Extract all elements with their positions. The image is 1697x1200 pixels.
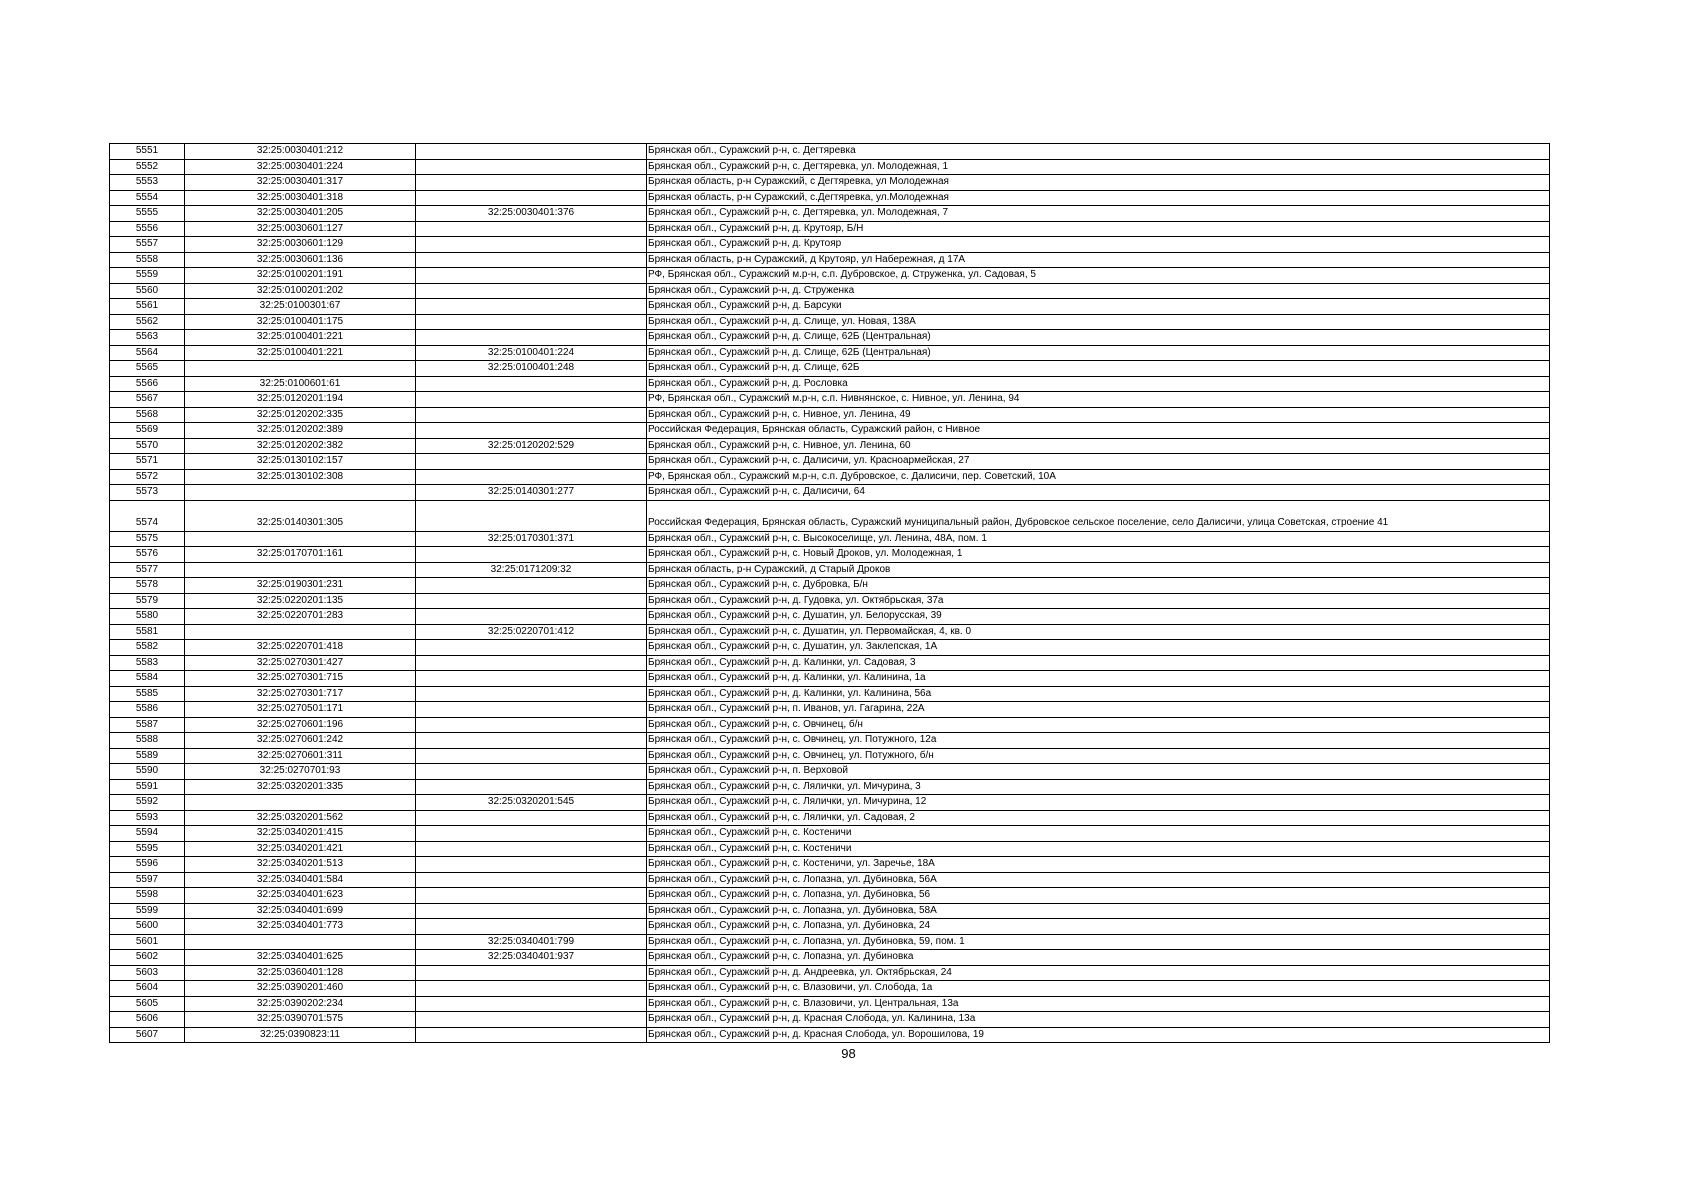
row-number-cell: 5585 (110, 686, 185, 702)
row-number-cell: 5555 (110, 206, 185, 222)
row-number-cell: 5575 (110, 531, 185, 547)
row-number-cell: 5576 (110, 547, 185, 563)
address-cell: Брянская обл., Суражский р-н, с. Лопазна, ул. Дубиновка (647, 950, 1550, 966)
cadastral-number-cell: 32:25:0100401:221 (185, 345, 416, 361)
cadastral-number-cell: 32:25:0220701:418 (185, 640, 416, 656)
row-number-cell: 5554 (110, 190, 185, 206)
cadastral-number-cell: 32:25:0100601:61 (185, 376, 416, 392)
row-number-cell: 5573 (110, 485, 185, 501)
cadastral-number-cell: 32:25:0100401:221 (185, 330, 416, 346)
table-row (110, 206, 1550, 222)
table-row (110, 903, 1550, 919)
building-number-cell (416, 748, 647, 764)
address-cell: Брянская обл., Суражский р-н, с. Дегтяревка, ул. Молодежная, 7 (647, 206, 1550, 222)
building-number-cell (416, 702, 647, 718)
cadastral-number-cell: 32:25:0270301:715 (185, 671, 416, 687)
building-number-cell (416, 1027, 647, 1043)
building-number-cell: 32:25:0140301:277 (416, 485, 647, 501)
table-row (110, 764, 1550, 780)
address-cell: Брянская обл., Суражский р-н, с. Лопазна, ул. Дубиновка, 56А (647, 872, 1550, 888)
cadastral-number-cell (185, 934, 416, 950)
building-number-cell (416, 407, 647, 423)
building-number-cell: 32:25:0100401:224 (416, 345, 647, 361)
building-number-cell (416, 252, 647, 268)
table-row (110, 283, 1550, 299)
row-number-cell: 5565 (110, 361, 185, 377)
address-cell: Брянская обл., Суражский р-н, п. Верховой (647, 764, 1550, 780)
row-number-cell: 5602 (110, 950, 185, 966)
table-row (110, 919, 1550, 935)
row-number-cell: 5595 (110, 841, 185, 857)
cadastral-number-cell: 32:25:0100401:175 (185, 314, 416, 330)
cadastral-number-cell: 32:25:0320201:335 (185, 779, 416, 795)
address-cell: Брянская обл., Суражский р-н, с. Овчинец, ул. Потужного, 12а (647, 733, 1550, 749)
building-number-cell (416, 221, 647, 237)
table-row (110, 469, 1550, 485)
building-number-cell (416, 717, 647, 733)
cadastral-number-cell: 32:25:0390823:11 (185, 1027, 416, 1043)
cadastral-number-cell (185, 531, 416, 547)
cadastral-number-cell: 32:25:0340401:699 (185, 903, 416, 919)
table-row (110, 299, 1550, 315)
table-row (110, 779, 1550, 795)
cadastral-number-cell: 32:25:0220201:135 (185, 593, 416, 609)
address-cell: Брянская обл., Суражский р-н, с. Дубровка, Б/н (647, 578, 1550, 594)
address-cell: Брянская обл., Суражский р-н, с. Овчинец, б/н (647, 717, 1550, 733)
cadastral-number-cell (185, 361, 416, 377)
address-cell: Брянская обл., Суражский р-н, с. Душатин, ул. Белорусская, 39 (647, 609, 1550, 625)
cadastral-number-cell: 32:25:0390701:575 (185, 1012, 416, 1028)
table-row (110, 795, 1550, 811)
cadastral-number-cell: 32:25:0120202:389 (185, 423, 416, 439)
address-cell: Брянская обл., Суражский р-н, с. Костеничи (647, 826, 1550, 842)
building-number-cell (416, 454, 647, 470)
address-cell: Брянская обл., Суражский р-н, с. Лопазна, ул. Дубиновка, 24 (647, 919, 1550, 935)
row-number-cell: 5580 (110, 609, 185, 625)
table-row (110, 407, 1550, 423)
building-number-cell (416, 655, 647, 671)
cadastral-number-cell: 32:25:0030401:212 (185, 144, 416, 160)
row-number-cell: 5589 (110, 748, 185, 764)
building-number-cell (416, 547, 647, 563)
cadastral-number-cell: 32:25:0390201:460 (185, 981, 416, 997)
row-number-cell: 5607 (110, 1027, 185, 1043)
cadastral-number-cell: 32:25:0390202:234 (185, 996, 416, 1012)
table-row (110, 547, 1550, 563)
address-cell: Российская Федерация, Брянская область, Суражский район, с Нивное (647, 423, 1550, 439)
building-number-cell (416, 640, 647, 656)
cadastral-number-cell: 32:25:0270601:311 (185, 748, 416, 764)
address-cell: Брянская обл., Суражский р-н, с. Дегтяревка (647, 144, 1550, 160)
row-number-cell: 5598 (110, 888, 185, 904)
building-number-cell (416, 857, 647, 873)
table-row (110, 392, 1550, 408)
address-cell: Брянская обл., Суражский р-н, с. Новый Дроков, ул. Молодежная, 1 (647, 547, 1550, 563)
address-cell: Брянская обл., Суражский р-н, с. Овчинец, ул. Потужного, б/н (647, 748, 1550, 764)
table-row (110, 686, 1550, 702)
cadastral-number-cell: 32:25:0340401:625 (185, 950, 416, 966)
row-number-cell: 5586 (110, 702, 185, 718)
building-number-cell (416, 810, 647, 826)
cadastral-number-cell: 32:25:0030601:136 (185, 252, 416, 268)
building-number-cell (416, 423, 647, 439)
table-row (110, 717, 1550, 733)
row-number-cell: 5559 (110, 268, 185, 284)
address-cell: Брянская обл., Суражский р-н, д. Крутояр (647, 237, 1550, 253)
address-cell: Брянская область, р-н Суражский, с.Дегтяревка, ул.Молодежная (647, 190, 1550, 206)
table-row (110, 237, 1550, 253)
row-number-cell: 5583 (110, 655, 185, 671)
building-number-cell (416, 578, 647, 594)
row-number-cell: 5569 (110, 423, 185, 439)
building-number-cell (416, 609, 647, 625)
building-number-cell (416, 872, 647, 888)
building-number-cell (416, 965, 647, 981)
cadastral-number-cell: 32:25:0270601:242 (185, 733, 416, 749)
building-number-cell (416, 175, 647, 191)
table-row (110, 981, 1550, 997)
row-number-cell: 5584 (110, 671, 185, 687)
cadastral-number-cell: 32:25:0030601:129 (185, 237, 416, 253)
address-cell: РФ, Брянская обл., Суражский м.р-н, с.п. Нивнянское, с. Нивное, ул. Ленина, 94 (647, 392, 1550, 408)
cadastral-number-cell (185, 624, 416, 640)
building-number-cell (416, 144, 647, 160)
row-number-cell: 5591 (110, 779, 185, 795)
building-number-cell (416, 469, 647, 485)
address-cell: Брянская обл., Суражский р-н, с. Нивное, ул. Ленина, 60 (647, 438, 1550, 454)
table-row (110, 578, 1550, 594)
table-row (110, 423, 1550, 439)
building-number-cell (416, 733, 647, 749)
address-cell: Брянская обл., Суражский р-н, с. Нивное, ул. Ленина, 49 (647, 407, 1550, 423)
table-row (110, 345, 1550, 361)
address-cell: Брянская обл., Суражский р-н, д. Гудовка, ул. Октябрьская, 37а (647, 593, 1550, 609)
address-cell: Брянская обл., Суражский р-н, д. Слище, 62Б (Центральная) (647, 330, 1550, 346)
address-cell: Брянская обл., Суражский р-н, д. Калинки, ул. Садовая, 3 (647, 655, 1550, 671)
table-row (110, 872, 1550, 888)
cadastral-number-cell: 32:25:0190301:231 (185, 578, 416, 594)
table-row (110, 965, 1550, 981)
cadastral-number-cell: 32:25:0340201:415 (185, 826, 416, 842)
cadastral-number-cell: 32:25:0030401:317 (185, 175, 416, 191)
row-number-cell: 5578 (110, 578, 185, 594)
address-cell: Брянская обл., Суражский р-н, д. Барсуки (647, 299, 1550, 315)
cadastral-number-cell: 32:25:0030401:224 (185, 159, 416, 175)
row-number-cell: 5594 (110, 826, 185, 842)
row-number-cell: 5563 (110, 330, 185, 346)
building-number-cell: 32:25:0220701:412 (416, 624, 647, 640)
table-row (110, 609, 1550, 625)
row-number-cell: 5597 (110, 872, 185, 888)
cadastral-number-cell (185, 795, 416, 811)
address-cell: Брянская обл., Суражский р-н, с. Влазовичи, ул. Слобода, 1а (647, 981, 1550, 997)
building-number-cell (416, 283, 647, 299)
row-number-cell: 5577 (110, 562, 185, 578)
table-row (110, 640, 1550, 656)
cadastral-number-cell: 32:25:0320201:562 (185, 810, 416, 826)
building-number-cell (416, 330, 647, 346)
building-number-cell (416, 500, 647, 531)
row-number-cell: 5596 (110, 857, 185, 873)
building-number-cell (416, 392, 647, 408)
building-number-cell (416, 159, 647, 175)
building-number-cell (416, 981, 647, 997)
building-number-cell (416, 190, 647, 206)
table-row (110, 190, 1550, 206)
building-number-cell (416, 841, 647, 857)
row-number-cell: 5567 (110, 392, 185, 408)
registry-table-body (110, 144, 1550, 1043)
building-number-cell (416, 314, 647, 330)
page-number: 98 (841, 1046, 856, 1061)
row-number-cell: 5561 (110, 299, 185, 315)
row-number-cell: 5588 (110, 733, 185, 749)
building-number-cell (416, 268, 647, 284)
address-cell: Брянская обл., Суражский р-н, с. Лялички, ул. Садовая, 2 (647, 810, 1550, 826)
row-number-cell: 5556 (110, 221, 185, 237)
building-number-cell (416, 779, 647, 795)
cadastral-number-cell: 32:25:0030401:205 (185, 206, 416, 222)
table-row (110, 159, 1550, 175)
cadastral-number-cell: 32:25:0340201:513 (185, 857, 416, 873)
table-row (110, 314, 1550, 330)
row-number-cell: 5551 (110, 144, 185, 160)
row-number-cell: 5604 (110, 981, 185, 997)
address-cell: Брянская обл., Суражский р-н, с. Лопазна, ул. Дубиновка, 58А (647, 903, 1550, 919)
building-number-cell (416, 671, 647, 687)
table-row (110, 376, 1550, 392)
cadastral-number-cell: 32:25:0220701:283 (185, 609, 416, 625)
row-number-cell: 5601 (110, 934, 185, 950)
table-row (110, 361, 1550, 377)
address-cell: Брянская обл., Суражский р-н, с. Костеничи, ул. Заречье, 18А (647, 857, 1550, 873)
building-number-cell (416, 996, 647, 1012)
address-cell: Брянская обл., Суражский р-н, с. Далисичи, 64 (647, 485, 1550, 501)
table-row (110, 857, 1550, 873)
row-number-cell: 5571 (110, 454, 185, 470)
address-cell: Брянская обл., Суражский р-н, с. Лопазна, ул. Дубиновка, 56 (647, 888, 1550, 904)
building-number-cell (416, 299, 647, 315)
building-number-cell: 32:25:0340401:799 (416, 934, 647, 950)
cadastral-number-cell (185, 562, 416, 578)
table-row (110, 485, 1550, 501)
cadastral-number-cell (185, 485, 416, 501)
table-row (110, 438, 1550, 454)
row-number-cell: 5582 (110, 640, 185, 656)
cadastral-number-cell: 32:25:0130102:157 (185, 454, 416, 470)
building-number-cell (416, 237, 647, 253)
address-cell: Брянская обл., Суражский р-н, с. Высокоселище, ул. Ленина, 48А, пом. 1 (647, 531, 1550, 547)
building-number-cell: 32:25:0030401:376 (416, 206, 647, 222)
row-number-cell: 5570 (110, 438, 185, 454)
building-number-cell (416, 686, 647, 702)
building-number-cell (416, 593, 647, 609)
building-number-cell (416, 826, 647, 842)
row-number-cell: 5605 (110, 996, 185, 1012)
address-cell: Брянская обл., Суражский р-н, с. Душатин, ул. Первомайская, 4, кв. 0 (647, 624, 1550, 640)
table-row (110, 748, 1550, 764)
table-row (110, 531, 1550, 547)
cadastral-number-cell: 32:25:0130102:308 (185, 469, 416, 485)
cadastral-number-cell: 32:25:0100301:67 (185, 299, 416, 315)
cadastral-number-cell: 32:25:0270601:196 (185, 717, 416, 733)
row-number-cell: 5606 (110, 1012, 185, 1028)
address-cell: Брянская обл., Суражский р-н, с. Душатин, ул. Заклепская, 1А (647, 640, 1550, 656)
cadastral-number-cell: 32:25:0100201:191 (185, 268, 416, 284)
table-row (110, 175, 1550, 191)
cadastral-number-cell: 32:25:0100201:202 (185, 283, 416, 299)
row-number-cell: 5592 (110, 795, 185, 811)
cadastral-number-cell: 32:25:0270301:717 (185, 686, 416, 702)
address-cell: Брянская обл., Суражский р-н, с. Лялички, ул. Мичурина, 3 (647, 779, 1550, 795)
building-number-cell (416, 903, 647, 919)
building-number-cell (416, 919, 647, 935)
row-number-cell: 5558 (110, 252, 185, 268)
address-cell: Брянская область, р-н Суражский, д Крутояр, ул Набережная, д 17А (647, 252, 1550, 268)
table-row (110, 810, 1550, 826)
building-number-cell (416, 764, 647, 780)
address-cell: Брянская обл., Суражский р-н, с. Лопазна, ул. Дубиновка, 59, пом. 1 (647, 934, 1550, 950)
table-row (110, 593, 1550, 609)
building-number-cell: 32:25:0171209:32 (416, 562, 647, 578)
table-row (110, 934, 1550, 950)
address-cell: Брянская обл., Суражский р-н, д. Слище, 62Б (647, 361, 1550, 377)
table-row (110, 221, 1550, 237)
address-cell: Брянская обл., Суражский р-н, д. Андреевка, ул. Октябрьская, 24 (647, 965, 1550, 981)
address-cell: Брянская обл., Суражский р-н, д. Калинки, ул. Калинина, 1а (647, 671, 1550, 687)
table-row (110, 655, 1550, 671)
address-cell: Брянская обл., Суражский р-н, д. Крутояр, Б/Н (647, 221, 1550, 237)
table-row (110, 268, 1550, 284)
cadastral-number-cell: 32:25:0340401:623 (185, 888, 416, 904)
table-row (110, 996, 1550, 1012)
row-number-cell: 5593 (110, 810, 185, 826)
address-cell: Брянская обл., Суражский р-н, д. Слище, 62Б (Центральная) (647, 345, 1550, 361)
cadastral-number-cell: 32:25:0340201:421 (185, 841, 416, 857)
row-number-cell: 5564 (110, 345, 185, 361)
row-number-cell: 5581 (110, 624, 185, 640)
table-row (110, 888, 1550, 904)
address-cell: РФ, Брянская обл., Суражский м.р-н, с.п. Дубровское, д. Струженка, ул. Садовая, 5 (647, 268, 1550, 284)
row-number-cell: 5572 (110, 469, 185, 485)
row-number-cell: 5557 (110, 237, 185, 253)
cadastral-number-cell: 32:25:0030401:318 (185, 190, 416, 206)
address-cell: Брянская обл., Суражский р-н, д. Слище, ул. Новая, 138А (647, 314, 1550, 330)
table-row (110, 330, 1550, 346)
cadastral-number-cell: 32:25:0270501:171 (185, 702, 416, 718)
row-number-cell: 5603 (110, 965, 185, 981)
row-number-cell: 5600 (110, 919, 185, 935)
row-number-cell: 5568 (110, 407, 185, 423)
cadastral-number-cell: 32:25:0360401:128 (185, 965, 416, 981)
address-cell: Брянская область, р-н Суражский, д Старый Дроков (647, 562, 1550, 578)
cadastral-number-cell: 32:25:0340401:773 (185, 919, 416, 935)
building-number-cell: 32:25:0120202:529 (416, 438, 647, 454)
table-row (110, 144, 1550, 160)
building-number-cell (416, 1012, 647, 1028)
building-number-cell (416, 376, 647, 392)
building-number-cell: 32:25:0170301:371 (416, 531, 647, 547)
cadastral-number-cell: 32:25:0120202:382 (185, 438, 416, 454)
table-row (110, 252, 1550, 268)
row-number-cell: 5579 (110, 593, 185, 609)
address-cell: Брянская область, р-н Суражский, с Дегтяревка, ул Молодежная (647, 175, 1550, 191)
table-row (110, 454, 1550, 470)
table-row (110, 950, 1550, 966)
address-cell: Брянская обл., Суражский р-н, с. Лялички, ул. Мичурина, 12 (647, 795, 1550, 811)
row-number-cell: 5574 (110, 500, 185, 531)
address-cell: Брянская обл., Суражский р-н, д. Рословка (647, 376, 1550, 392)
cadastral-number-cell: 32:25:0170701:161 (185, 547, 416, 563)
table-row (110, 826, 1550, 842)
building-number-cell: 32:25:0100401:248 (416, 361, 647, 377)
table-row (110, 671, 1550, 687)
address-cell: Брянская обл., Суражский р-н, д. Струженка (647, 283, 1550, 299)
row-number-cell: 5562 (110, 314, 185, 330)
registry-table (109, 143, 1550, 1043)
building-number-cell (416, 888, 647, 904)
row-number-cell: 5566 (110, 376, 185, 392)
row-number-cell: 5590 (110, 764, 185, 780)
row-number-cell: 5552 (110, 159, 185, 175)
table-row (110, 1027, 1550, 1043)
row-number-cell: 5587 (110, 717, 185, 733)
address-cell: Брянская обл., Суражский р-н, д. Калинки, ул. Калинина, 56а (647, 686, 1550, 702)
address-cell: Брянская обл., Суражский р-н, с. Далисичи, ул. Красноармейская, 27 (647, 454, 1550, 470)
cadastral-number-cell: 32:25:0140301:305 (185, 500, 416, 531)
row-number-cell: 5553 (110, 175, 185, 191)
address-cell: Российская Федерация, Брянская область, Суражский муниципальный район, Дубровское сельское поселение, село Далисичи, улица Советская, строение 41 (647, 500, 1550, 531)
address-cell: Брянская обл., Суражский р-н, с. Костеничи (647, 841, 1550, 857)
row-number-cell: 5560 (110, 283, 185, 299)
address-cell: Брянская обл., Суражский р-н, с. Влазовичи, ул. Центральная, 13а (647, 996, 1550, 1012)
row-number-cell: 5599 (110, 903, 185, 919)
cadastral-number-cell: 32:25:0270701:93 (185, 764, 416, 780)
table-row (110, 624, 1550, 640)
building-number-cell: 32:25:0340401:937 (416, 950, 647, 966)
address-cell: РФ, Брянская обл., Суражский м.р-н, с.п. Дубровское, с. Далисичи, пер. Советский, 10А (647, 469, 1550, 485)
building-number-cell: 32:25:0320201:545 (416, 795, 647, 811)
cadastral-number-cell: 32:25:0120201:194 (185, 392, 416, 408)
table-row (110, 500, 1550, 531)
address-cell: Брянская обл., Суражский р-н, д. Красная Слобода, ул. Калинина, 13а (647, 1012, 1550, 1028)
table-row (110, 562, 1550, 578)
address-cell: Брянская обл., Суражский р-н, п. Иванов, ул. Гагарина, 22А (647, 702, 1550, 718)
cadastral-number-cell: 32:25:0270301:427 (185, 655, 416, 671)
cadastral-number-cell: 32:25:0120202:335 (185, 407, 416, 423)
table-row (110, 733, 1550, 749)
cadastral-number-cell: 32:25:0340401:584 (185, 872, 416, 888)
cadastral-number-cell: 32:25:0030601:127 (185, 221, 416, 237)
table-row (110, 702, 1550, 718)
address-cell: Брянская обл., Суражский р-н, с. Дегтяревка, ул. Молодежная, 1 (647, 159, 1550, 175)
address-cell: Брянская обл., Суражский р-н, д. Красная Слобода, ул. Ворошилова, 19 (647, 1027, 1550, 1043)
table-row (110, 841, 1550, 857)
table-row (110, 1012, 1550, 1028)
